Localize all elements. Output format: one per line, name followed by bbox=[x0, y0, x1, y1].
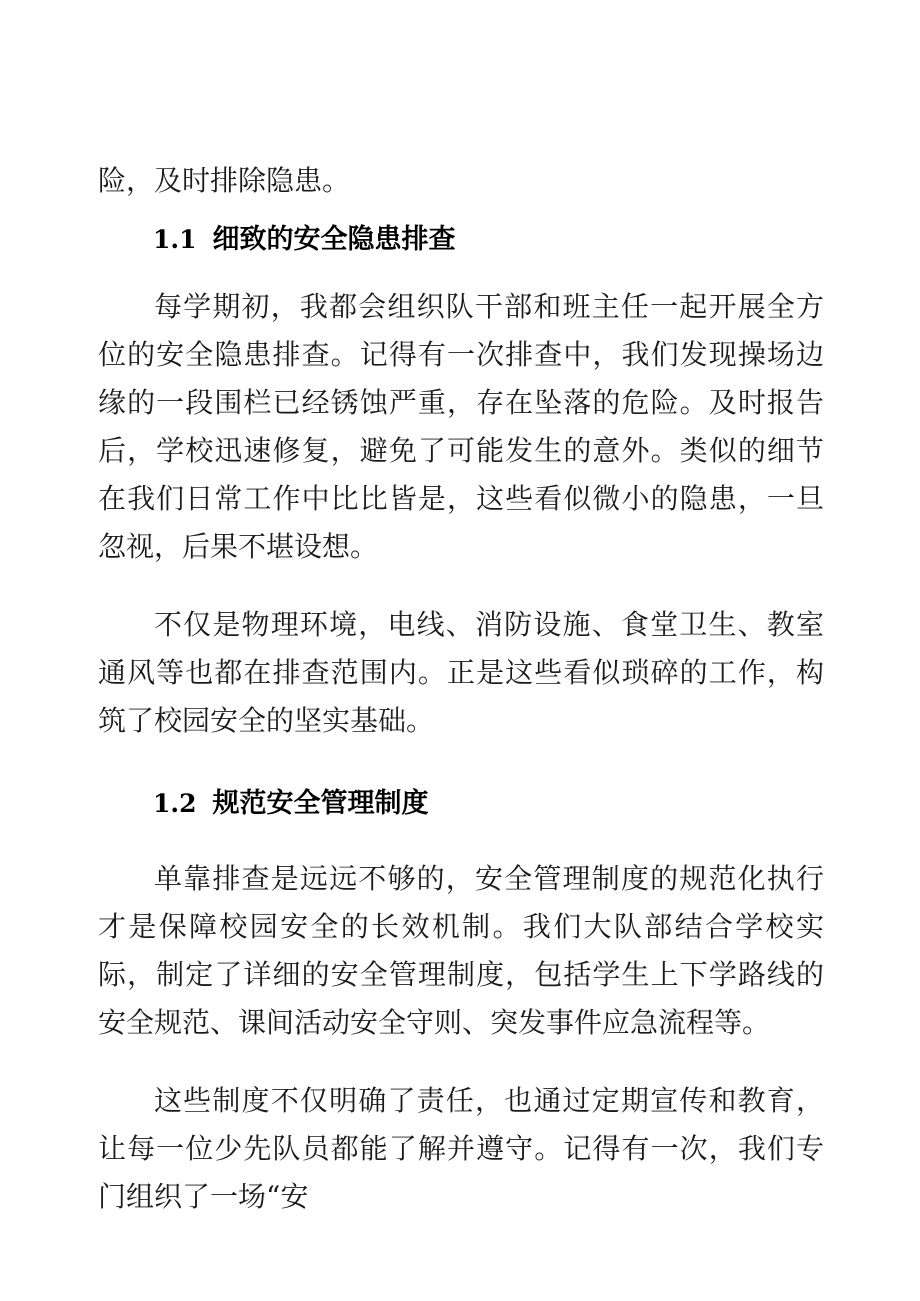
section-title: 规范安全管理制度 bbox=[212, 788, 429, 819]
section-number: 1.2 bbox=[153, 789, 197, 818]
paragraph-continuation: 险，及时排除隐患。 bbox=[98, 164, 351, 197]
spacer bbox=[98, 745, 824, 783]
spacer bbox=[98, 261, 824, 283]
spacer bbox=[98, 825, 824, 855]
spacer bbox=[98, 1047, 824, 1077]
body-paragraph: 不仅是物理环境，电线、消防设施、食堂卫生、教室通风等也都在排查范围内。正是这些看似琐碎的工作，构筑了校园安全的坚实基础。 bbox=[98, 608, 824, 737]
section-heading-1-2 bbox=[98, 783, 824, 825]
section-number: 1.1 bbox=[153, 225, 197, 254]
body-paragraph: 这些制度不仅明确了责任，也通过定期宣传和教育，让每一位少先队员都能了解并遵守。记得有一次，我们专门组织了一场“安 bbox=[98, 1084, 824, 1213]
document-content bbox=[98, 157, 824, 1221]
body-paragraph: 单靠排查是远远不够的，安全管理制度的规范化执行才是保障校园安全的长效机制。我们大队部结合学校实际，制定了详细的安全管理制度，包括学生上下学路线的安全规范、课间活动安全守则、突发事件应急流程等。 bbox=[98, 862, 824, 1039]
body-paragraph: 每学期初，我都会组织队干部和班主任一起开展全方位的安全隐患排查。记得有一次排查中，我们发现操场边缘的一段围栏已经锈蚀严重，存在坠落的危险。及时报告后，学校迅速修复，避免了可能发生的意外。类似的细节在我们日常工作中比比皆是，这些看似微小的隐患，一旦忽视，后果不堪设想。 bbox=[98, 290, 824, 563]
spacer bbox=[98, 571, 824, 601]
section-title: 细致的安全隐患排查 bbox=[212, 224, 456, 255]
section-heading-1-1 bbox=[98, 219, 824, 261]
spacer bbox=[98, 205, 824, 219]
